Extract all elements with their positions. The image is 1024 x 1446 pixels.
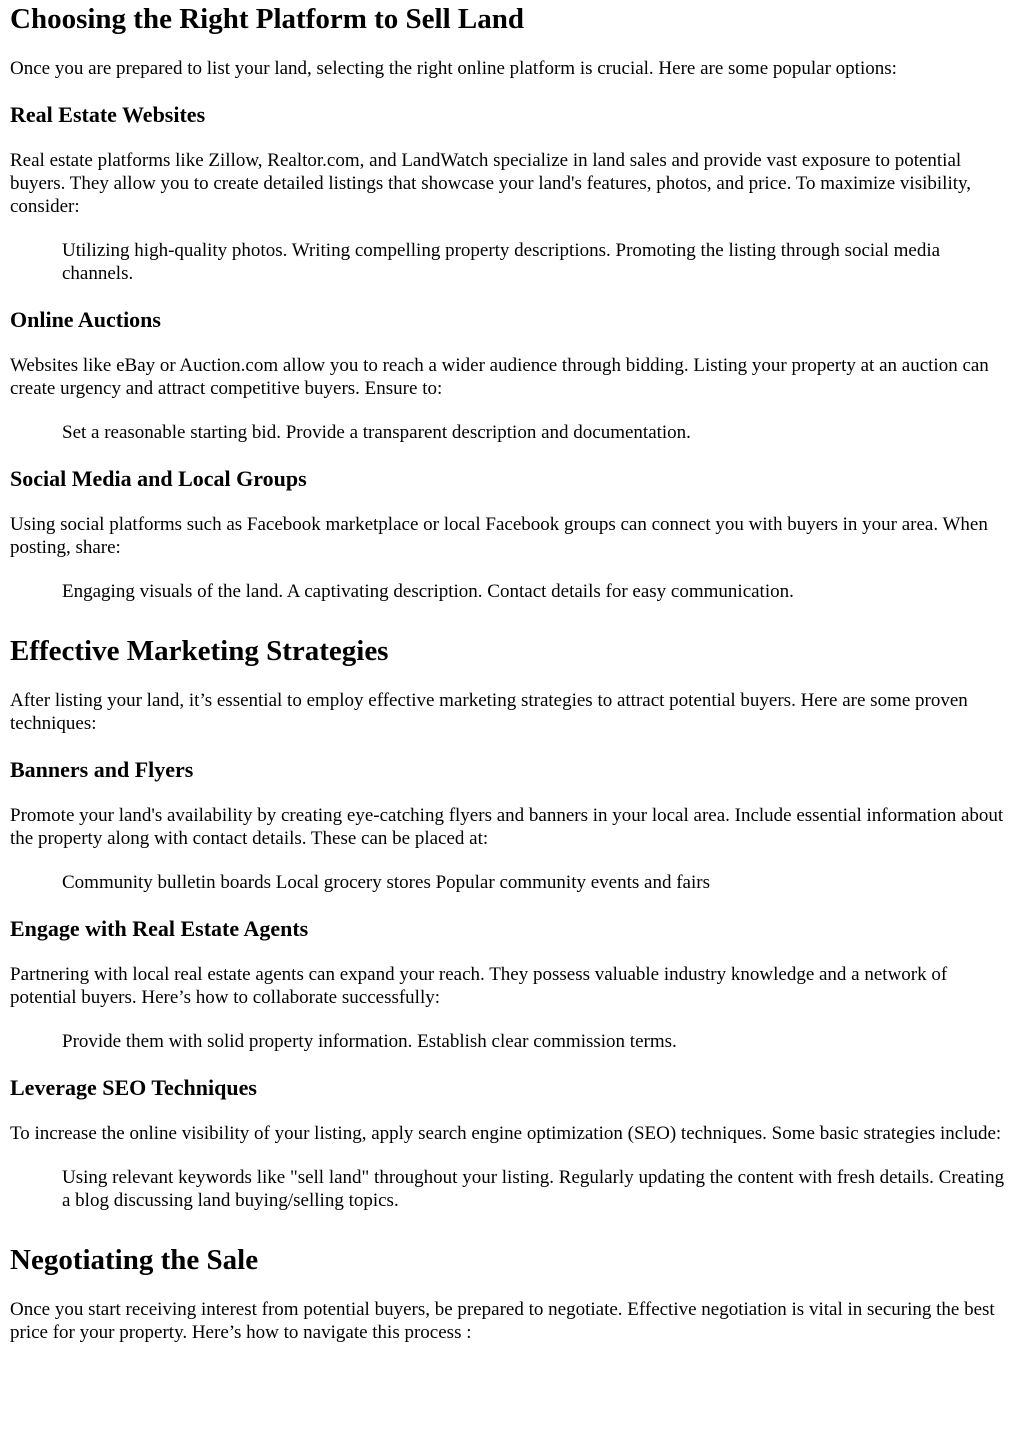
subsection-heading-social-media: Social Media and Local Groups [10, 466, 307, 491]
section-heading-marketing: Effective Marketing Strategies [10, 635, 389, 667]
section-intro-marketing: After listing your land, it’s essential to employ effective marketing strategies to attract potential buyers. Here are some proven techniques: [10, 690, 968, 734]
section-heading-negotiating: Negotiating the Sale [10, 1244, 259, 1276]
paragraph-real-estate-agents: Partnering with local real estate agents can expand your reach. They possess valuable industry knowledge and a network of potential buyers. Here’s how to collaborate successfully: [10, 964, 948, 1008]
subsection-heading-seo: Leverage SEO Techniques [10, 1075, 257, 1100]
tips-real-estate-agents: Provide them with solid property information. Establish clear commission terms. [62, 1031, 677, 1052]
paragraph-social-media: Using social platforms such as Facebook marketplace or local Facebook groups can connect you with buyers in your area. When posting, share: [10, 514, 988, 558]
paragraph-real-estate-websites: Real estate platforms like Zillow, Realtor.com, and LandWatch specialize in land sales and provide vast exposure to potential buyers. They allow you to create detailed listings that showcase your land's features, photos, and price. To maximize visibility, consider: [10, 150, 972, 217]
tips-social-media: Engaging visuals of the land. A captivating description. Contact details for easy communication. [62, 581, 794, 602]
subsection-heading-online-auctions: Online Auctions [10, 307, 161, 332]
paragraph-banners-flyers: Promote your land's availability by creating eye-catching flyers and banners in your local area. Include essential information about the property along with contact details. These can be placed at: [10, 805, 1004, 849]
tips-banners-flyers: Community bulletin boards Local grocery stores Popular community events and fairs [62, 872, 710, 893]
tips-real-estate-websites: Utilizing high-quality photos. Writing compelling property descriptions. Promoting the listing through social media channels. [62, 240, 941, 284]
section-heading-platform: Choosing the Right Platform to Sell Land [10, 3, 524, 35]
subsection-heading-real-estate-websites: Real Estate Websites [10, 102, 206, 127]
paragraph-seo: To increase the online visibility of your listing, apply search engine optimization (SEO) techniques. Some basic strategies include: [10, 1123, 1002, 1144]
section-intro-negotiating: Once you start receiving interest from potential buyers, be prepared to negotiate. Effective negotiation is vital in securing the best price for your property. Here’s how to navigate this process : [10, 1299, 995, 1343]
paragraph-online-auctions: Websites like eBay or Auction.com allow you to reach a wider audience through bidding. Listing your property at an auction can create urgency and attract competitive buyers. Ensure to: [10, 355, 989, 399]
subsection-heading-banners-flyers: Banners and Flyers [10, 757, 194, 782]
tips-seo: Using relevant keywords like "sell land" throughout your listing. Regularly updating the content with fresh details. Creating a blog discussing land buying/selling topics. [62, 1167, 1005, 1211]
subsection-heading-real-estate-agents: Engage with Real Estate Agents [10, 916, 309, 941]
tips-online-auctions: Set a reasonable starting bid. Provide a transparent description and documentation. [62, 422, 691, 443]
section-intro-platform: Once you are prepared to list your land, selecting the right online platform is crucial. Here are some popular options: [10, 58, 897, 79]
